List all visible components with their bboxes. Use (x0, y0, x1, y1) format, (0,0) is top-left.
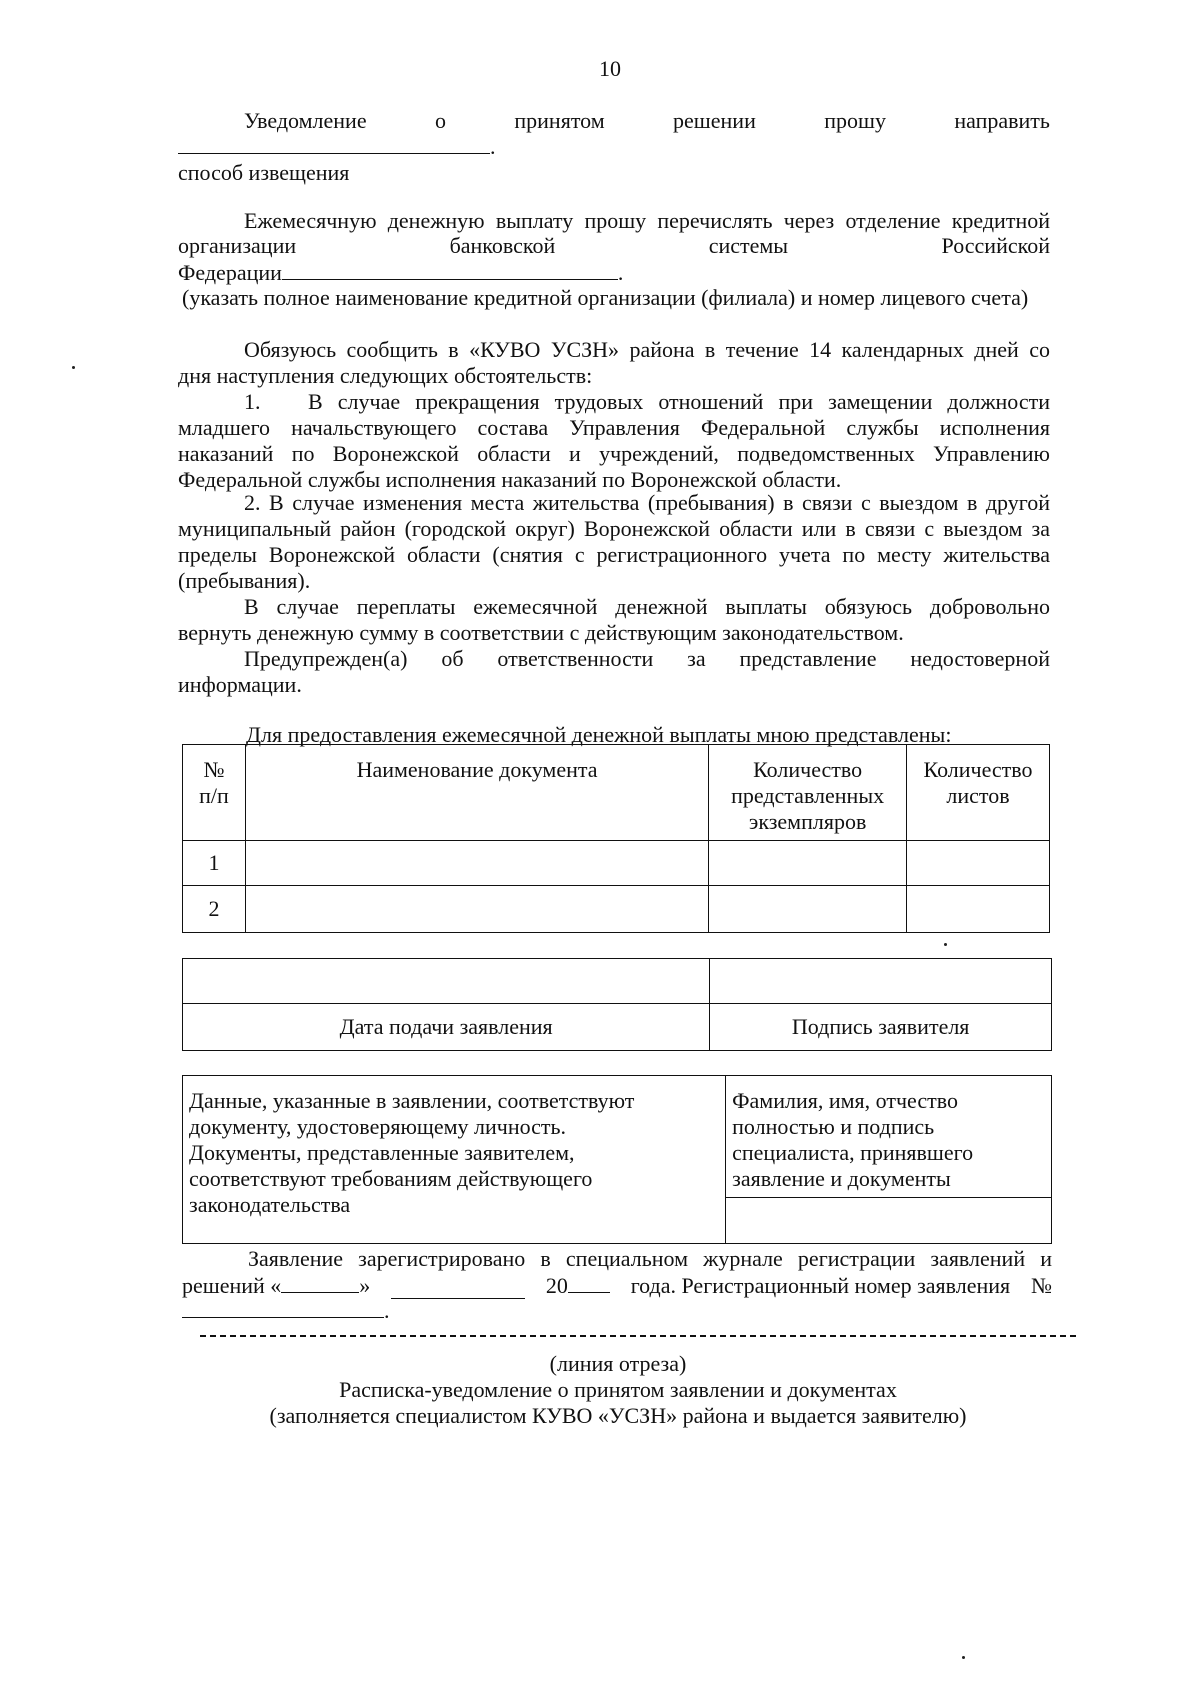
item-1-line-2: младшего начальствующего состава Управления Федеральной службы исполнения (178, 415, 1050, 440)
reg-year-blank[interactable] (568, 1272, 610, 1293)
scan-speck (944, 943, 947, 946)
signature-label: Подпись заявителя (710, 1004, 1052, 1051)
overpay-line-1: В случае переплаты ежемесячной денежной выплаты обязуюсь добровольно (244, 594, 1050, 619)
notify-word: принятом (514, 108, 605, 133)
warning-line-1: Предупрежден(а) об ответственности за представление недостоверной (244, 646, 1050, 671)
item-2-line-3: пределы Воронежской области (снятия с регистрационного учета по месту жительства (178, 542, 1050, 567)
item-1-line-4: Федеральной службы исполнения наказаний по Воронежской области. (178, 467, 842, 492)
receipt-subtitle: (заполняется специалистом КУВО «УСЗН» района и выдается заявителю) (269, 1403, 967, 1428)
scan-speck (962, 1656, 965, 1659)
specialist-label: Фамилия, имя, отчество полностью и подпись специалиста, принявшего заявление и документы (726, 1076, 1052, 1198)
bank-line-3: Федерации . (178, 260, 624, 285)
warning-line-2: информации. (178, 672, 302, 697)
header-copies-count: Количество представленных экземпляров (709, 745, 907, 841)
docs-table-caption: Для предоставления ежемесячной денежной выплаты мною представлены: (246, 722, 952, 747)
notify-caption: способ извещения (178, 160, 350, 185)
sheets-cell[interactable] (907, 841, 1050, 886)
cut-label: (линия отреза) (549, 1351, 687, 1376)
table-row (183, 841, 1050, 886)
notify-word: направить (954, 108, 1050, 133)
obligation-intro: Обязуюсь сообщить в «КУВО УСЗН» района в течение 14 календарных дней со (244, 337, 1050, 362)
signature-field[interactable] (710, 959, 1052, 1004)
copies-cell[interactable] (709, 886, 907, 933)
bank-caption: (указать полное наименование кредитной организации (филиала) и номер лицевого счета) (182, 285, 1029, 310)
date-label: Дата подачи заявления (183, 1004, 710, 1051)
document-name-cell[interactable] (245, 886, 708, 933)
receipt-title: Расписка-уведомление о принятом заявлении и документах (339, 1377, 897, 1402)
specialist-signature-field[interactable] (726, 1198, 1052, 1244)
date-field[interactable] (183, 959, 710, 1004)
notify-word: Уведомление (244, 108, 367, 133)
obligation-intro-cont: дня наступления следующих обстоятельств: (178, 363, 593, 388)
reg-day-blank[interactable] (281, 1272, 359, 1293)
item-2-line-2: муниципальный район (городской округ) Воронежской области или в связи с выездом за (178, 516, 1050, 541)
cut-line (200, 1335, 1076, 1337)
notify-word: прошу (824, 108, 886, 133)
bank-line-1: Ежемесячную денежную выплату прошу перечислять через отделение кредитной (244, 208, 1050, 233)
item-1-number: 1. (244, 389, 261, 414)
table-row (183, 886, 1050, 933)
copies-cell[interactable] (709, 841, 907, 886)
bank-blank (282, 259, 618, 280)
bank-line-2: организации банковской системы Российской (178, 233, 1050, 258)
reg-month-blank[interactable] (391, 1278, 525, 1299)
header-document-name: Наименование документа (245, 745, 708, 841)
item-1-line-3: наказаний по Воронежской области и учреждений, подведомственных Управлению (178, 441, 1050, 466)
registration-line-1: Заявление зарегистрировано в специальном журнале регистрации заявлений и (248, 1246, 1052, 1271)
item-2-line-1: 2. В случае изменения места жительства (пребывания) в связи с выездом в другой (244, 490, 1050, 515)
overpay-line-2: вернуть денежную сумму в соответствии с действующим законодательством. (178, 620, 904, 645)
notify-blank-line: . (178, 131, 496, 160)
verification-statement: Данные, указанные в заявлении, соответствуют документу, удостоверяющему личность. Документы, представленные заявителем, соответствуют требованиям действующего законодательства (183, 1076, 726, 1244)
sheets-cell[interactable] (907, 886, 1050, 933)
verification-table (182, 1075, 1052, 1244)
row-number: 2 (183, 886, 246, 933)
reg-number-blank-line: . (182, 1297, 390, 1324)
table-header-row (183, 745, 1050, 841)
reg-number-blank[interactable] (182, 1297, 384, 1318)
notify-word: решении (673, 108, 756, 133)
row-number: 1 (183, 841, 246, 886)
scan-speck (72, 366, 75, 369)
signature-table (182, 958, 1052, 1051)
notify-word: о (434, 108, 446, 133)
header-sheets-count: Количество листов (907, 745, 1050, 841)
header-number: № п/п (183, 745, 246, 841)
documents-table (182, 744, 1050, 933)
page-number: 10 (599, 56, 621, 81)
registration-line-2: решений « » 20 года. Регистрационный номер заявления № (182, 1273, 1052, 1298)
item-1-line-1: В случае прекращения трудовых отношений при замещении должности (308, 389, 1050, 414)
item-2-line-4: (пребывания). (178, 568, 311, 593)
document-name-cell[interactable] (245, 841, 708, 886)
